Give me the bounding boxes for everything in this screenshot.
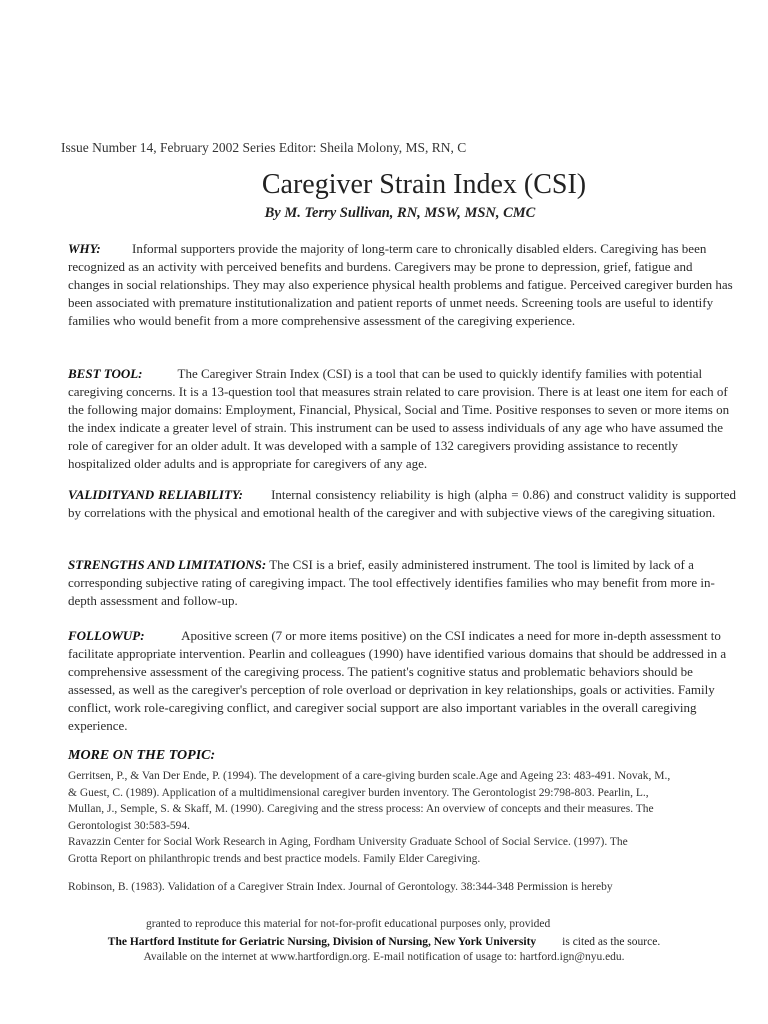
section-best-tool <box>68 365 736 473</box>
section-label-validity: VALIDITYAND RELIABILITY: <box>68 487 243 502</box>
reference-line: Grotta Report on philanthropic trends and best practice models. Family Elder Caregiving. <box>68 852 481 865</box>
reference-line: Mullan, J., Semple, S. & Skaff, M. (1990). Caregiving and the stress process: An overview of concepts and their measures. The <box>68 803 654 815</box>
section-why <box>68 240 736 330</box>
reference-line: Gerritsen, P., & Van Der Ende, P. (1994). The development of a care-giving burden scale.Age and Ageing 23: 483-491. Novak, M., <box>68 770 671 782</box>
section-strengths <box>68 556 736 610</box>
reference-line: & Guest, C. (1989). Application of a multidimensional caregiver burden inventory. The Gerontologist 29:798-803. Pearlin, L., <box>68 786 649 799</box>
cited-text: is cited as the source. <box>562 936 661 948</box>
references-block <box>68 768 736 867</box>
section-validity <box>68 486 736 522</box>
more-on-topic-heading: MORE ON THE TOPIC: <box>68 748 216 763</box>
section-text-best-tool: The Caregiver Strain Index (CSI) is a tool that can be used to quickly identify families with potential caregiving concerns. It is a 13-question tool that measures strain related to care provision. There is at least one item for each of the following major domains: Employment, Financial, Physical, Social and Time. Positive responses to seven or more items on the index indicate a greater level of strain. This instrument can be used to assess individuals of any age who have assumed the role of caregiver for an older adult. It was developed with a sample of 132 caregivers providing assistance to recently hospitalized older adults and is appropriate for caregivers of any age. <box>68 366 730 471</box>
permission-line: granted to reproduce this material for not-for-profit educational purposes only, provided <box>146 918 551 930</box>
page-title: Caregiver Strain Index (CSI) <box>261 169 587 200</box>
institution-line <box>0 936 768 948</box>
availability-line: Available on the internet at www.hartfordign.org. E-mail notification of usage to: hartford.ign@nyu.edu. <box>143 951 625 963</box>
author-line: By M. Terry Sullivan, RN, MSW, MSN, CMC <box>264 205 536 221</box>
section-text-strengths: The CSI is a brief, easily administered instrument. The tool is limited by lack of a corresponding subjective rating of caregiving impact. The tool effectively identifies families who may benefit from more in-depth assessment and follow-up. <box>68 557 715 608</box>
section-text-followup: Apositive screen (7 or more items positive) on the CSI indicates a need for more in-depth assessment to facilitate appropriate intervention. Pearlin and colleagues (1990) have identified various domains that should be addressed in a comprehensive assessment of the caregiving process. The patient's cognitive status and problematic behaviors should be assessed, as well as the caregiver's perception of role overload or deprivation in key relationships, goals or activities. Family conflict, work role-caregiving conflict, and caregiver social support are also important variables in the overall caregiving experience. <box>68 628 727 733</box>
section-label-why: WHY: <box>68 241 101 256</box>
section-followup <box>68 627 736 735</box>
section-label-best-tool: BEST TOOL: <box>68 366 143 381</box>
section-text-validity: Internal consistency reliability is high (alpha = 0.86) and construct validity is supported by correlations with the physical and emotional health of the caregiver and with subjective views of the caregiving situation. <box>68 487 737 520</box>
robinson-reference: Robinson, B. (1983). Validation of a Caregiver Strain Index. Journal of Gerontology. 38:344-348 Permission is hereby <box>68 881 613 893</box>
section-label-strengths: STRENGTHS AND LIMITATIONS: <box>68 557 267 572</box>
section-text-why: Informal supporters provide the majority of long-term care to chronically disabled elders. Caregiving has been recognized as an activity with perceived benefits and burdens. Caregivers may be prone to depression, grief, fatigue and changes in social relationships. They may also experience physical health problems and fatigue. Perceived caregiver burden has been associated with premature institutionalization and patient reports of unmet needs. Screening tools are useful to identify families who would benefit from a more comprehensive assessment of the caregiving experience. <box>68 241 733 328</box>
reference-line: Gerontologist 30:583-594. <box>68 819 191 832</box>
issue-line: Issue Number 14, February 2002 Series Editor: Sheila Molony, MS, RN, C <box>61 140 467 155</box>
reference-line: Ravazzin Center for Social Work Research in Aging, Fordham University Graduate School of Social Service. (1997). The <box>68 836 628 848</box>
section-label-followup: FOLLOWUP: <box>68 628 145 643</box>
institution-name: The Hartford Institute for Geriatric Nursing, Division of Nursing, New York University <box>107 936 537 948</box>
